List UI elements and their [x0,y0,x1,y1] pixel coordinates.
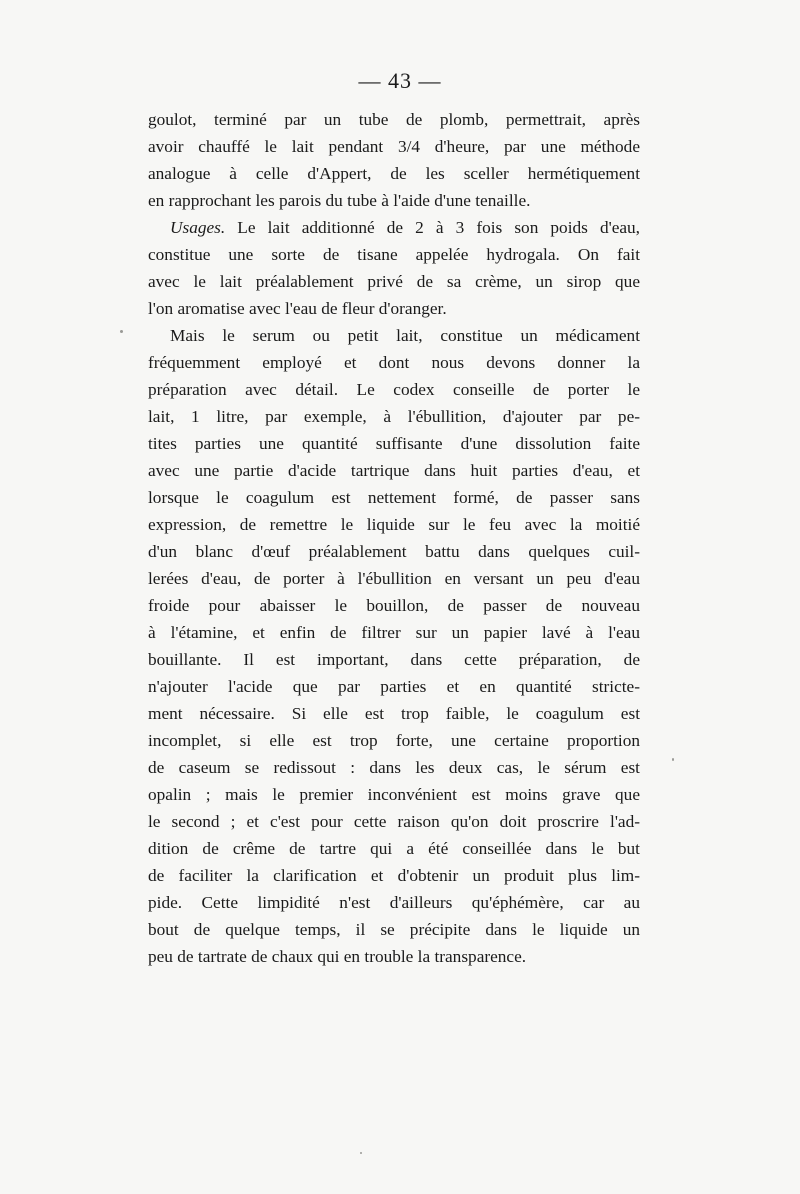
text-line: pide. Cette limpidité n'est d'ailleurs qu'éphémère, car au [148,893,640,912]
text-line-rest: Le lait additionné de 2 à 3 fois son poids d'eau, [225,218,640,237]
text-line: lorsque le coagulum est nettement formé, de passer sans [148,488,640,507]
text-line: froide pour abaisser le bouillon, de passer de nouveau [148,596,640,615]
paper-speck [672,758,674,761]
text-line: peu de tartrate de chaux qui en trouble la transparence. [148,947,527,966]
body-text [148,106,640,970]
text-line: lerées d'eau, de porter à l'ébullition en versant un peu d'eau [148,569,640,588]
text-line: de faciliter la clarification et d'obtenir un produit plus lim- [148,866,640,885]
text-line: lait, 1 litre, par exemple, à l'ébullition, d'ajouter par pe- [148,407,640,426]
text-line: l'on aromatise avec l'eau de fleur d'oranger. [148,299,447,318]
section-lead-usages: Usages. [170,218,226,237]
text-line: expression, de remettre le liquide sur le feu avec la moitié [148,515,640,534]
text-line: analogue à celle d'Appert, de les sceller hermétiquement [148,164,640,183]
text-line: à l'étamine, et enfin de filtrer sur un papier lavé à l'eau [148,623,640,642]
text-line: en rapprochant les parois du tube à l'aide d'une tenaille. [148,191,531,210]
text-line: opalin ; mais le premier inconvénient est moins grave que [148,785,640,804]
paper-speck [120,330,123,333]
text-line: avoir chauffé le lait pendant 3/4 d'heure, par une méthode [148,137,640,156]
text-line: préparation avec détail. Le codex conseille de porter le [148,380,640,399]
text-line: goulot, terminé par un tube de plomb, permettrait, après [148,110,640,129]
text-line: tites parties une quantité suffisante d'une dissolution faite [148,434,640,453]
text-line: fréquemment employé et dont nous devons donner la [148,353,640,372]
text-line: constitue une sorte de tisane appelée hydrogala. On fait [148,245,640,264]
text-line: Mais le serum ou petit lait, constitue un médicament [170,326,640,345]
text-line: le second ; et c'est pour cette raison qu'on doit proscrire l'ad- [148,812,640,831]
text-line: bout de quelque temps, il se précipite dans le liquide un [148,920,640,939]
text-line: avec une partie d'acide tartrique dans huit parties d'eau, et [148,461,640,480]
text-line: bouillante. Il est important, dans cette préparation, de [148,650,640,669]
text-line-with-lead [148,214,640,241]
text-line: dition de crême de tartre qui a été conseillée dans le but [148,839,640,858]
paragraph-3 [148,322,640,970]
text-line: avec le lait préalablement privé de sa crème, un sirop que [148,272,640,291]
paper-speck [360,1152,362,1154]
text-line: n'ajouter l'acide que par parties et en quantité stricte- [148,677,640,696]
text-line: ment nécessaire. Si elle est trop faible, le coagulum est [148,704,640,723]
paragraph-1 [148,106,640,214]
page-number: — 43 — [358,68,442,93]
paragraph-2 [148,214,640,322]
text-line: incomplet, si elle est trop forte, une certaine proportion [148,731,640,750]
text-line: d'un blanc d'œuf préalablement battu dans quelques cuil- [148,542,640,561]
text-line: de caseum se redissout : dans les deux cas, le sérum est [148,758,640,777]
